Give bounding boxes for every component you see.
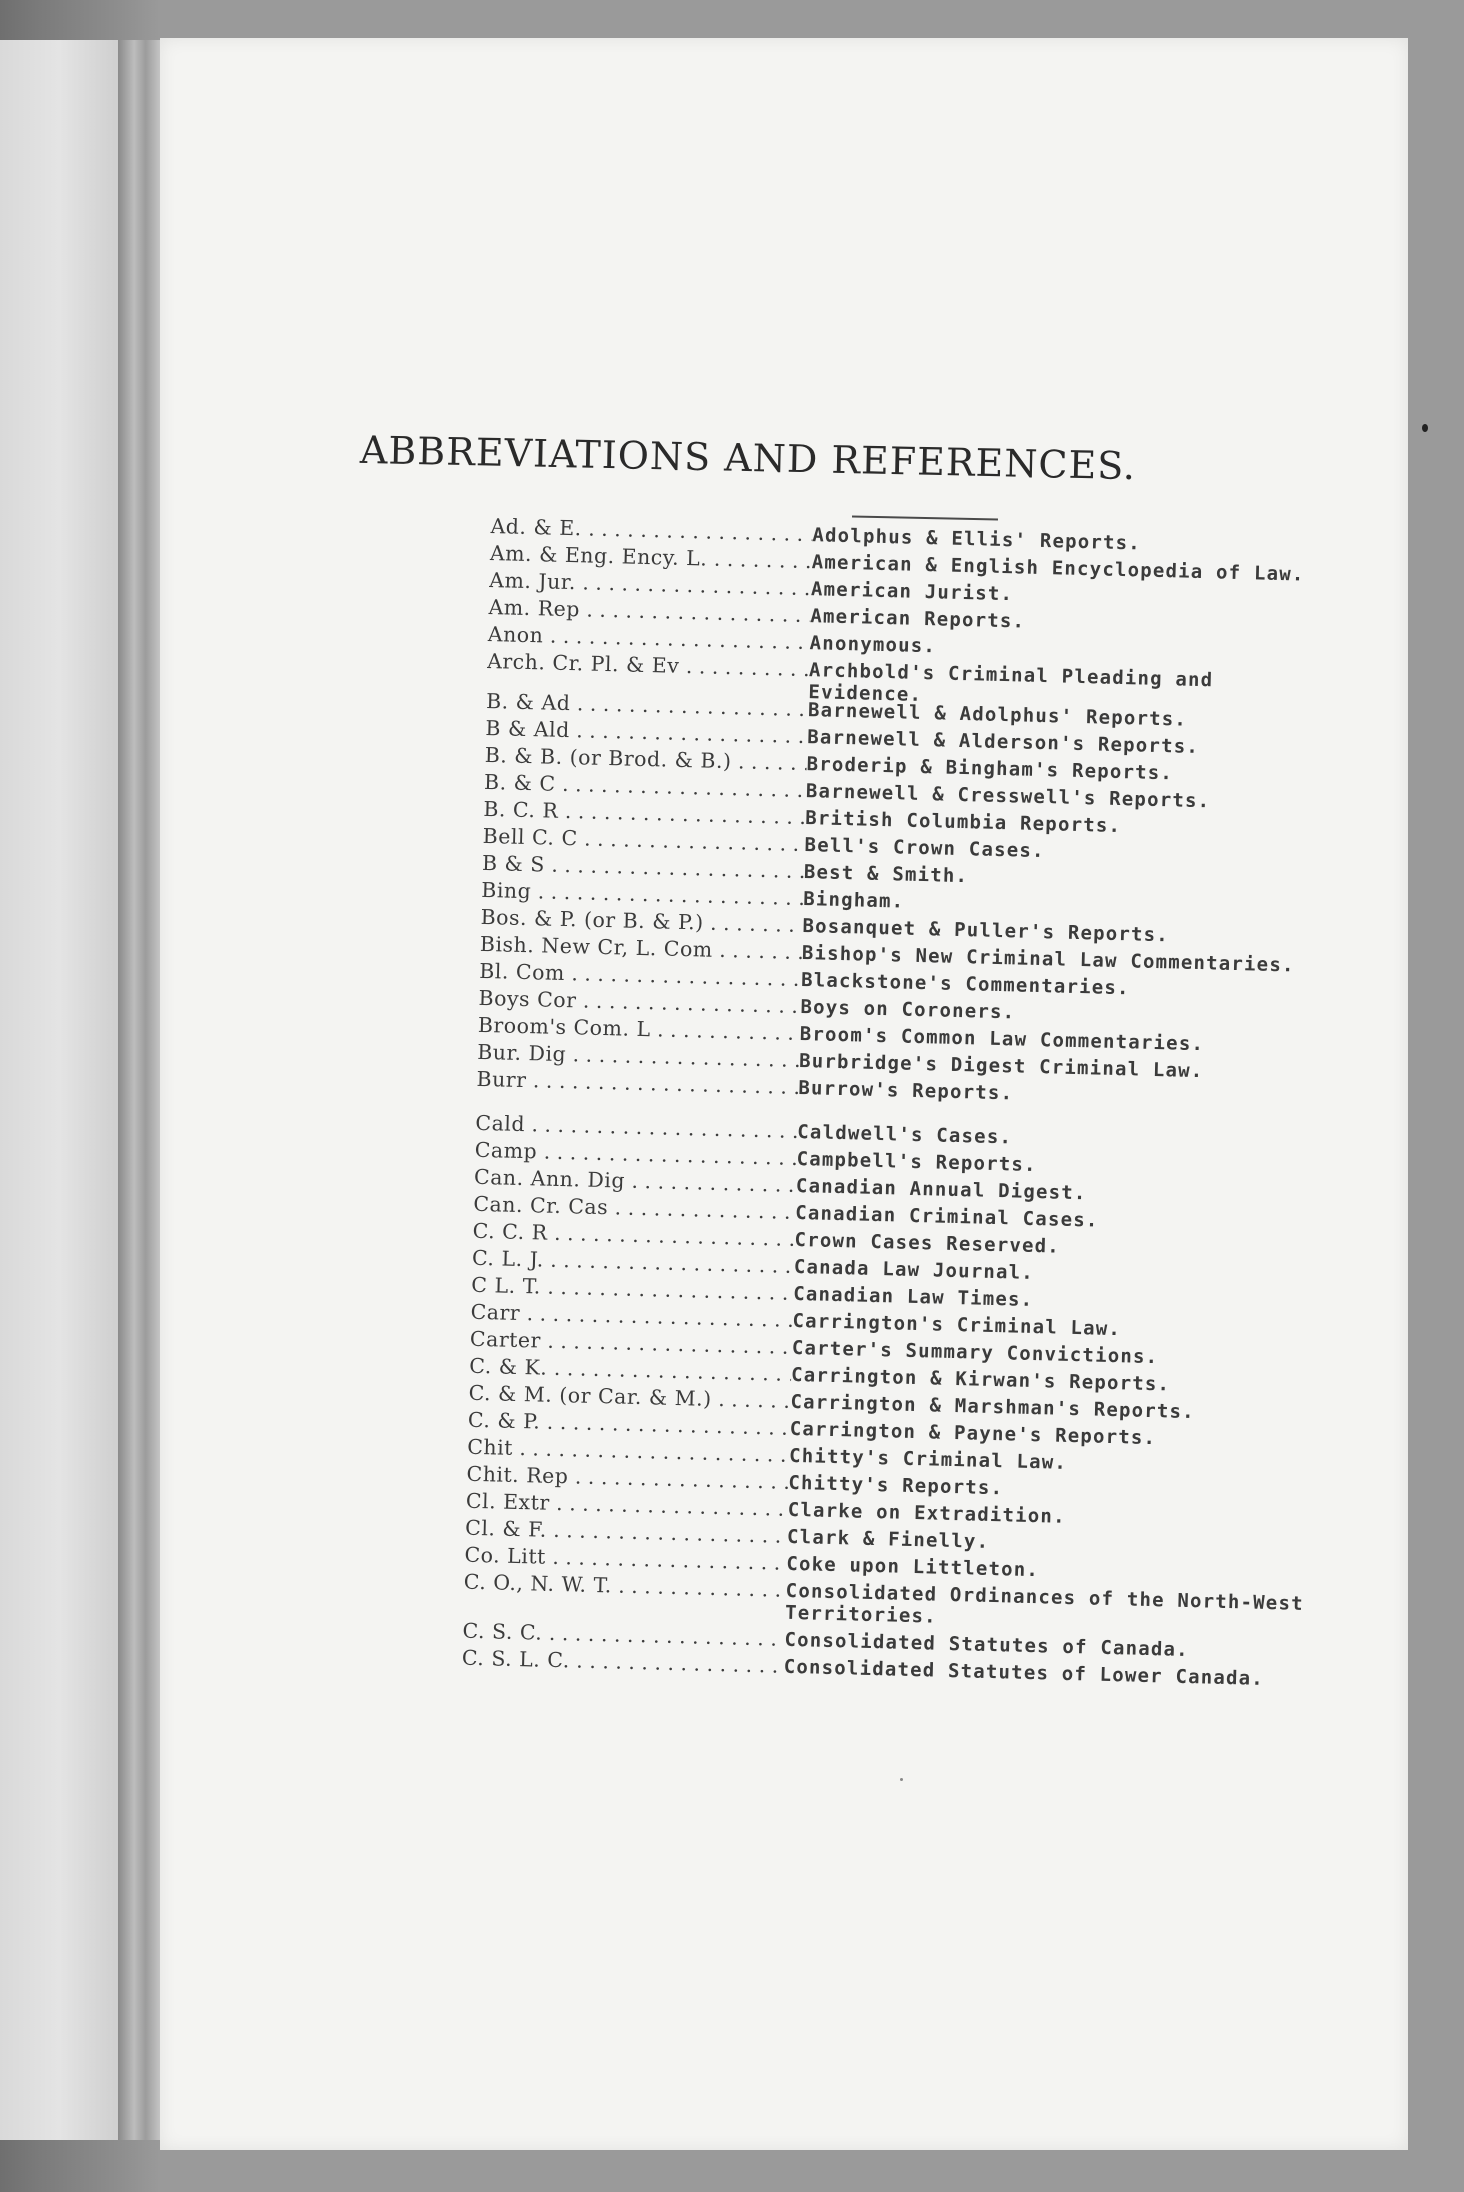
reference: Anonymous. [809,632,937,658]
reference: British Columbia Reports. [804,807,1122,838]
reference: Carrington's Criminal Law. [792,1309,1122,1341]
reference: Broderip & Bingham's Reports. [806,753,1174,785]
abbreviation: C L. T. . . . [471,1273,794,1305]
abbreviation: Carr . . . [470,1300,793,1332]
abbreviation: Bing . . . [481,878,804,910]
reference: Bosanquet & Puller's Reports. [802,915,1170,947]
abbreviation: B. & C . . . [484,770,807,802]
reference: Crown Cases Reserved. [794,1228,1061,1258]
abbreviation: C. S. L. C. . . . [462,1646,785,1678]
abbreviation: Cald . . . [475,1111,798,1143]
abbreviation: Chit. Rep . . . [466,1462,789,1494]
abbreviation: B. & B. (or Brod. & B.) . . . [484,743,807,775]
abbreviation: Broom's Com. L . . . [478,1013,801,1045]
reference: Campbell's Reports. [796,1147,1037,1177]
reference: Clarke on Extradition. [787,1498,1067,1528]
abbreviation: Can. Cr. Cas . . . [473,1192,796,1224]
page-title: ABBREVIATIONS AND REFERENCES. [359,427,1137,489]
abbreviation: Camp . . . [474,1138,797,1170]
abbreviation: Ad. & E. . . . [490,514,813,546]
abbreviation: Can. Ann. Dig . . . [474,1165,797,1197]
facing-page-edge [0,40,118,2140]
reference: Carrington & Kirwan's Reports. [790,1363,1171,1396]
reference: Canadian Law Times. [792,1282,1034,1311]
reference: Chitty's Reports. [788,1471,1004,1500]
reference: Consolidated Statutes of Lower Canada. [783,1655,1265,1690]
document-page [160,38,1408,2150]
abbreviation: C. & M. (or Car. & M.) . . . [468,1381,791,1413]
abbreviation: Bl. Com . . . [479,959,802,991]
reference: Canadian Annual Digest. [795,1174,1087,1205]
book-spine [118,40,164,2140]
abbreviation: C. O., N. W. T. . . . [464,1570,787,1602]
reference: Adolphus & Ellis' Reports. [812,524,1142,555]
reference: Blackstone's Commentaries. [800,969,1130,1000]
abbreviation: B. & Ad . . . [486,689,809,721]
ink-speck [900,1778,903,1781]
abbreviation: Cl. Extr . . . [466,1489,789,1521]
reference: American Jurist. [810,578,1014,606]
reference: Consolidated Ordinances of the North-West Territories. [784,1579,1305,1628]
title-rule [852,515,998,520]
abbreviation: B. C. R . . . [483,797,806,829]
reference: Bishop's New Criminal Law Commentaries. [801,942,1295,977]
abbreviation: Arch. Cr. Pl. & Ev . . . [487,649,810,681]
abbreviation: Co. Litt . . . [464,1543,787,1575]
abbreviation: B & Ald . . . [485,716,808,748]
reference: Carrington & Payne's Reports. [789,1417,1157,1450]
reference: Best & Smith. [803,861,969,888]
reference: Bell's Crown Cases. [804,834,1045,863]
reference: Canada Law Journal. [793,1255,1035,1284]
reference: Caldwell's Cases. [797,1120,1013,1149]
reference: Barnewell & Adolphus' Reports. [807,699,1188,731]
abbreviation: B & S . . . [482,851,805,883]
abbreviation: Cl. & F. . . . [465,1516,788,1548]
reference: Bingham. [802,888,905,913]
abbreviation: C. & P. . . . [468,1408,791,1440]
abbreviation: Am. Rep . . . [488,595,811,627]
reference: Broom's Common Law Commentaries. [799,1022,1205,1056]
reference: Burbridge's Digest Criminal Law. [798,1049,1204,1083]
reference: Barnewell & Cresswell's Reports. [805,780,1211,813]
reference: Barnewell & Alderson's Reports. [807,726,1200,759]
reference: Coke upon Littleton. [786,1552,1040,1582]
ink-speck [1422,424,1428,432]
reference: Archbold's Criminal Pleading and Evidence. [808,659,1214,706]
reference: American & English Encyclopedia of Law. [811,551,1305,586]
abbreviation: Anon . . . [488,622,811,654]
reference: Carrington & Marshman's Reports. [790,1390,1196,1424]
reference: Burrow's Reports. [798,1076,1014,1105]
abbreviation: Chit . . . [467,1435,790,1467]
abbreviation: Am. Jur. . . . [489,568,812,600]
abbreviation: C. S. C. . . . [462,1619,785,1651]
abbreviation: Bos. & P. (or B. & P.) . . . [480,905,803,937]
reference: Boys on Coroners. [800,996,1016,1024]
reference: Canadian Criminal Cases. [794,1201,1099,1232]
abbreviation: C. L. J. . . . [472,1246,795,1278]
abbreviation: Carter . . . [470,1327,793,1359]
reference: American Reports. [810,605,1026,633]
abbreviation: Bell C. C . . . [482,824,805,856]
reference: Carter's Summary Convictions. [791,1336,1159,1369]
abbreviation: Bur. Dig . . . [477,1040,800,1072]
abbreviation: C. C. R . . . [472,1219,795,1251]
reference: Clark & Finelly. [786,1525,990,1553]
reference: Chitty's Criminal Law. [788,1444,1068,1474]
abbreviation: Bish. New Cr, L. Com . . . [480,932,803,964]
abbreviation: Boys Cor . . . [478,986,801,1018]
abbreviation: Am. & Eng. Ency. L. . . . [490,541,813,573]
abbreviation: C. & K. . . . [469,1354,792,1386]
reference: Consolidated Statutes of Canada. [784,1628,1190,1662]
abbreviation: Burr . . . [476,1067,799,1099]
